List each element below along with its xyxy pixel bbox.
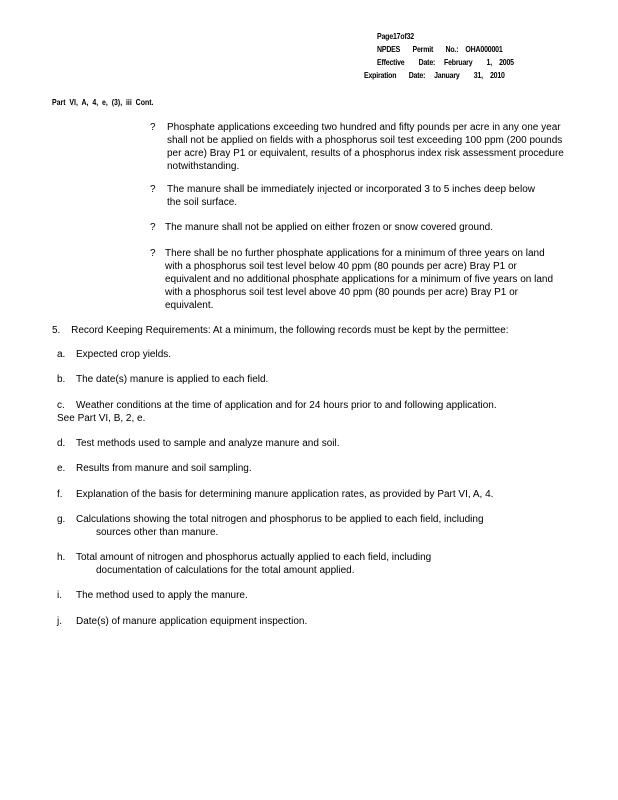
part-reference: Part VI, A, 4, e, (3), iii Cont. — [52, 98, 154, 107]
item-text: The date(s) manure is applied to each field. — [76, 374, 269, 385]
expiration-year: 2010 — [489, 71, 505, 80]
bullet-mark: ? — [150, 122, 156, 133]
bullet-text: There shall be no further phosphate applications for a minimum of three years on land with a phosphorus soil test level below 40 ppm (80 pounds per acre) Bray P1 or equivalent and no additional phosphate applications for a minimum of five years on land with a phosphorus soil test level above 40 ppm (80 pounds per acre) Bray P1 or equivalent. — [165, 248, 554, 311]
npdes-label: NPDES — [377, 45, 401, 54]
page-number: 17 — [392, 32, 401, 41]
item-label: i. — [57, 590, 62, 601]
permit-number-line — [377, 43, 503, 56]
effective-month: February — [443, 58, 473, 67]
expiration-label: Expiration — [364, 71, 397, 80]
item-text: Date(s) of manure application equipment inspection. — [76, 616, 308, 627]
section-text: Record Keeping Requirements: At a minimum, the following records must be kept by the permittee: — [71, 325, 509, 336]
effective-date-label: Date: — [418, 58, 436, 67]
item-label: h. — [57, 552, 66, 563]
effective-day: 1, — [486, 58, 493, 67]
expiration-date-line — [364, 69, 505, 82]
item-text: Explanation of the basis for determining manure application rates, as provided by Part VI, A, 4. — [76, 489, 494, 500]
bullet-text: The manure shall not be applied on either frozen or snow covered ground. — [165, 222, 493, 233]
permit-number: OHA000001 — [465, 45, 503, 54]
record-keeping-heading — [52, 324, 572, 337]
item-label: g. — [57, 514, 66, 525]
bullet-mark: ? — [150, 248, 156, 259]
permit-label: Permit — [412, 45, 434, 54]
of-label: of — [400, 32, 407, 41]
item-continuation: documentation of calculations for the total amount applied. — [96, 565, 355, 576]
page-number-line — [377, 30, 414, 43]
item-text: Expected crop yields. — [76, 349, 172, 360]
item-text: Results from manure and soil sampling. — [76, 463, 252, 474]
item-label: c. — [57, 400, 65, 411]
item-text: The method used to apply the manure. — [76, 590, 248, 601]
bullet-text: The manure shall be immediately injected or incorporated 3 to 5 inches deep below the soil surface. — [167, 184, 535, 208]
item-label: a. — [57, 349, 66, 360]
no-label: No.: — [445, 45, 459, 54]
total-pages: 32 — [406, 32, 415, 41]
expiration-month: January — [434, 71, 460, 80]
bullet-text: Phosphate applications exceeding two hundred and fifty pounds per acre in any one year shall not be applied on fields with a phosphorus soil test exceeding 100 ppm (200 pounds per acre) Bray P1 or equivalent, results of a phosphorus index risk assessment procedure notwithstanding. — [167, 122, 564, 172]
item-label: e. — [57, 463, 66, 474]
effective-label: Effective — [377, 58, 405, 67]
bullet-mark: ? — [150, 222, 156, 233]
item-label: b. — [57, 374, 66, 385]
page-label: Page — [377, 32, 393, 41]
effective-date-line — [377, 56, 514, 69]
item-text: Test methods used to sample and analyze manure and soil. — [76, 438, 340, 449]
item-continuation: sources other than manure. — [96, 527, 219, 538]
section-number: 5. — [52, 325, 61, 336]
item-continuation: See Part VI, B, 2, e. — [57, 413, 146, 424]
expiration-day: 31, — [473, 71, 483, 80]
item-label: d. — [57, 438, 66, 449]
item-label: f. — [57, 489, 63, 500]
item-text: Calculations showing the total nitrogen and phosphorus to be applied to each field, including — [76, 514, 484, 525]
expiration-date-label: Date: — [408, 71, 426, 80]
item-label: j. — [57, 616, 62, 627]
item-text: Total amount of nitrogen and phosphorus actually applied to each field, including — [76, 552, 432, 563]
effective-year: 2005 — [499, 58, 514, 67]
item-text: Weather conditions at the time of application and for 24 hours prior to and following application. — [76, 400, 497, 411]
bullet-mark: ? — [150, 184, 156, 195]
